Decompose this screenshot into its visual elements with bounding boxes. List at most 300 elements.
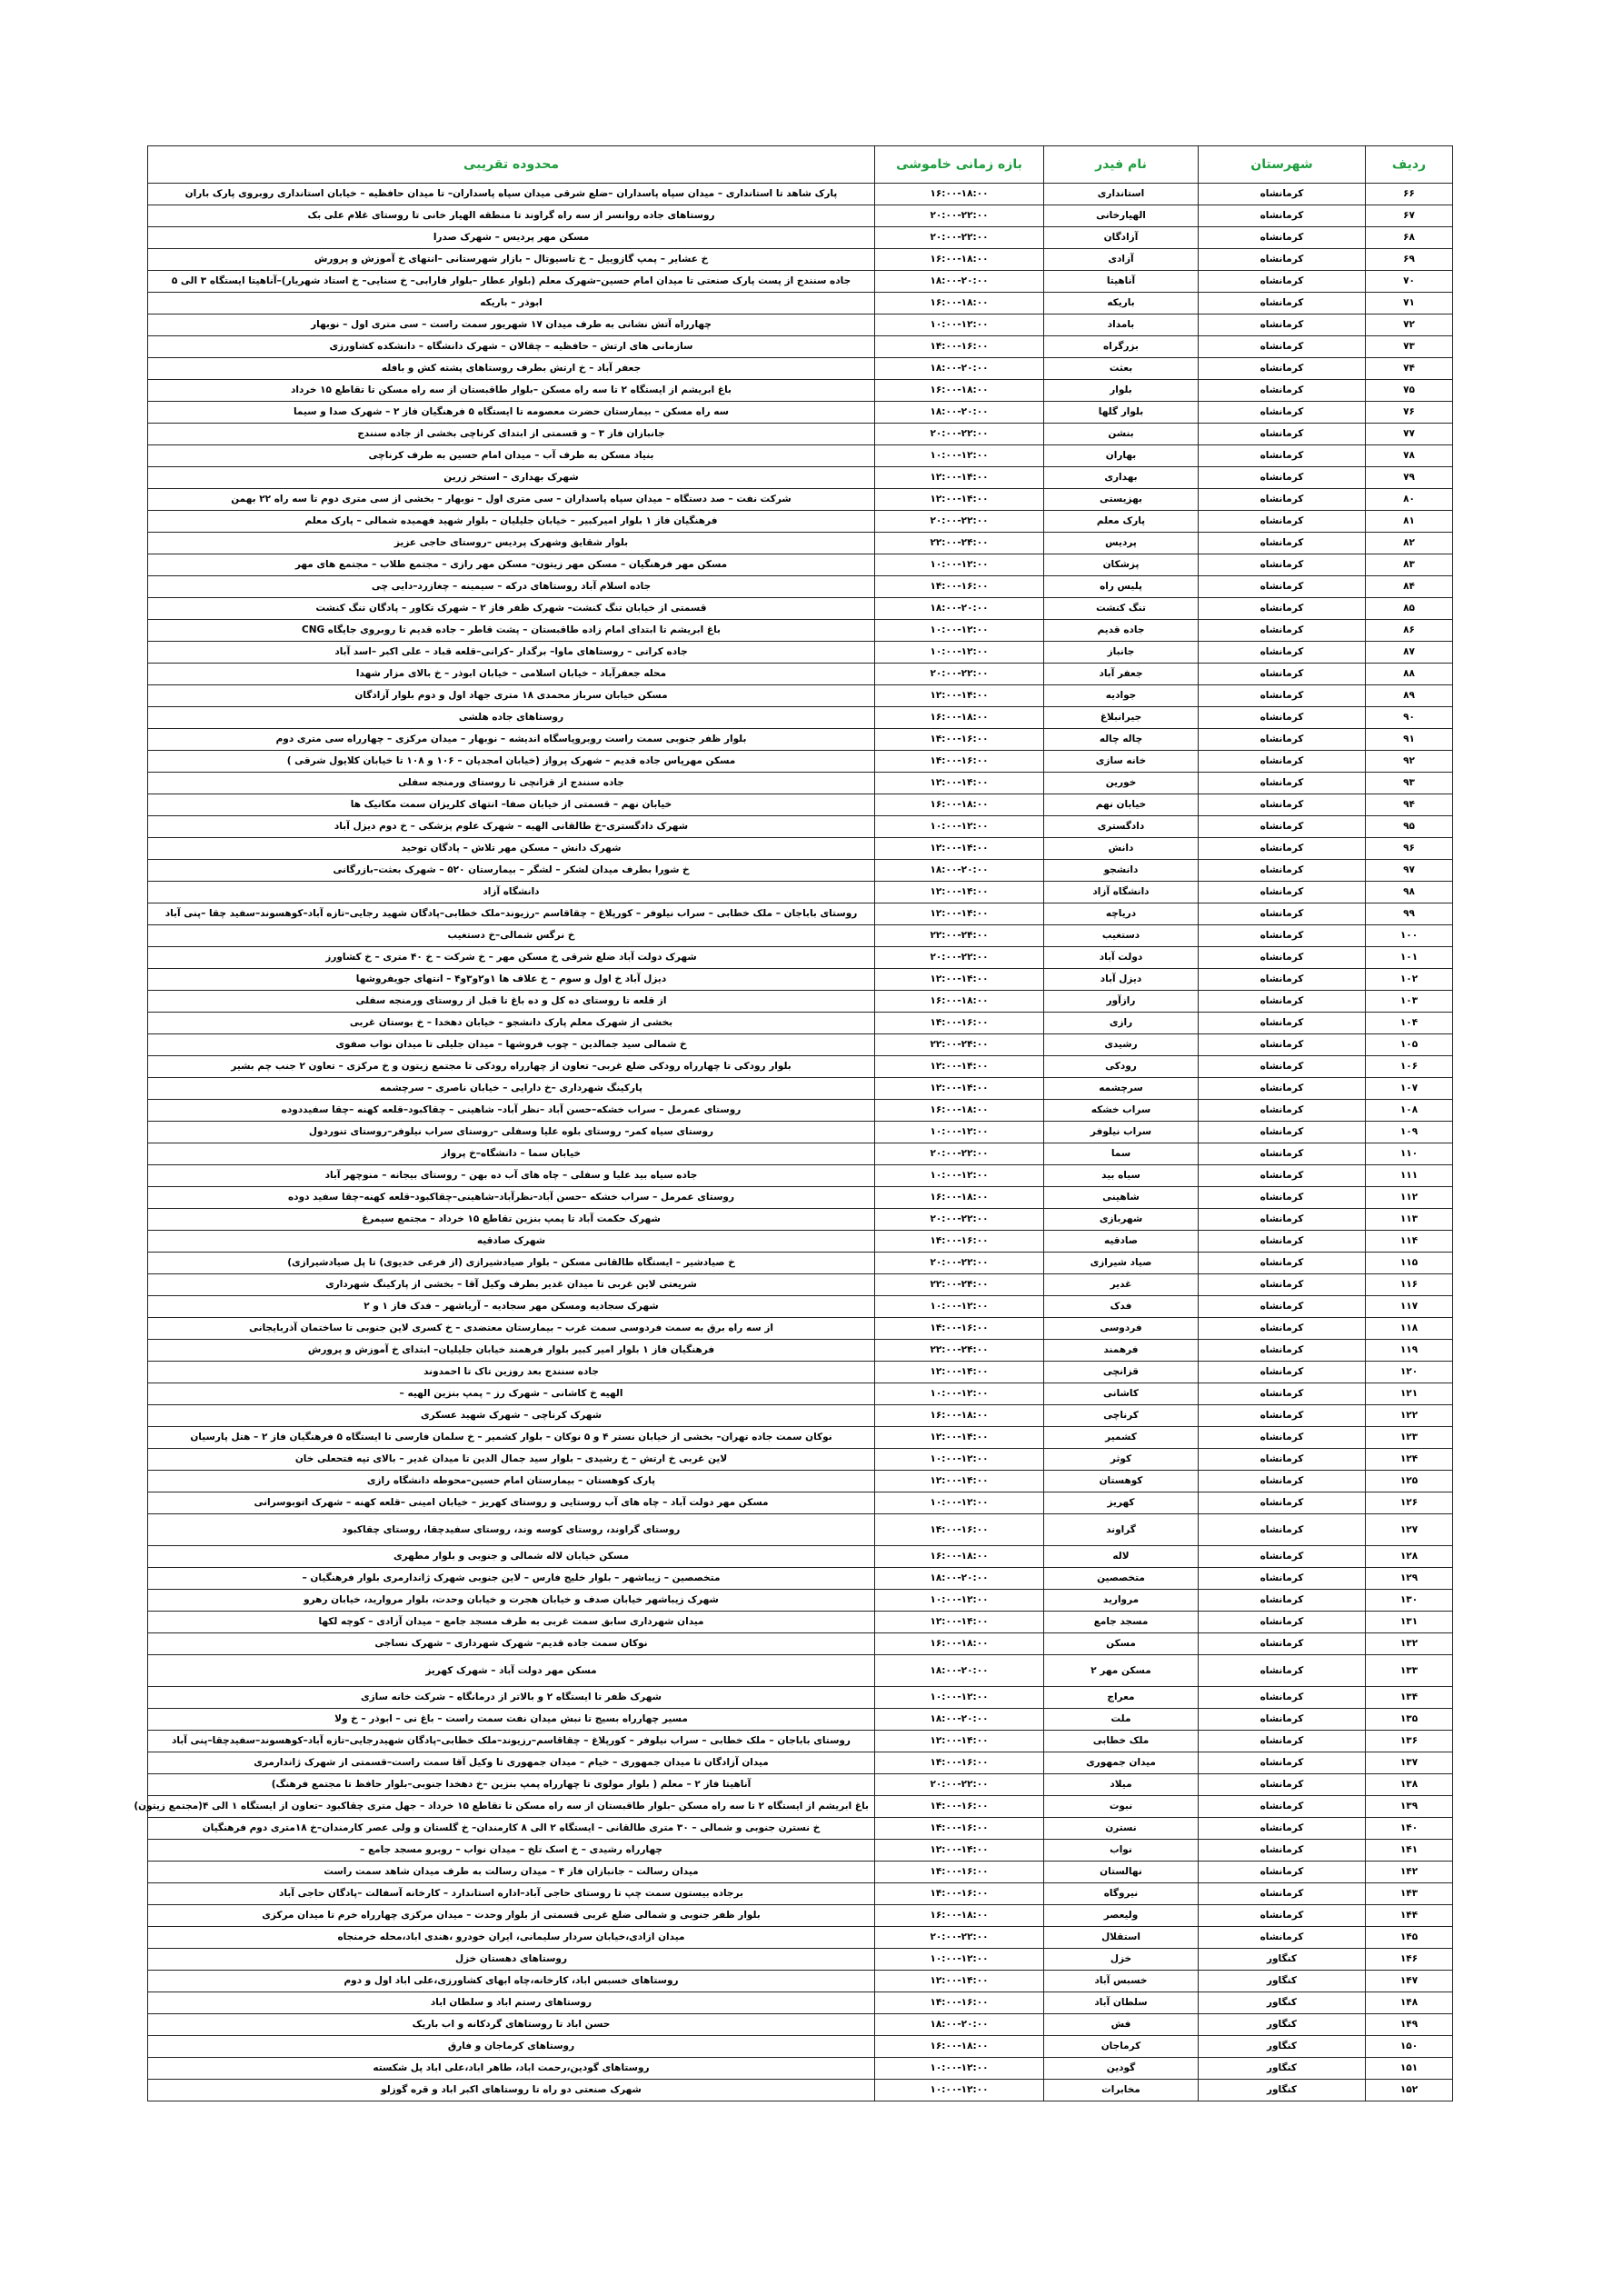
row-number-cell: ۱۱۰ [1366,1143,1453,1165]
row-number-cell: ۱۱۶ [1366,1274,1453,1296]
feeder-name-cell: فدک [1044,1296,1199,1318]
outage-time-cell: ۱۶:۰۰-۱۸:۰۰ [875,249,1044,271]
outage-time-cell: ۱۰:۰۰-۱۲:۰۰ [875,1492,1044,1514]
area-cell: برجاده بیستون سمت چپ تا روستای حاجی آباد–اداره استاندارد – کارخانه آسفالت –پادگان حاجی آباد [148,1883,875,1905]
feeder-name-cell: پارک معلم [1044,511,1199,533]
row-number-cell: ۹۹ [1366,903,1453,925]
feeder-name-cell: بزرگراه [1044,336,1199,358]
city-cell: کرمانشاه [1199,1752,1366,1774]
city-cell: کرمانشاه [1199,707,1366,729]
city-cell: کرمانشاه [1199,467,1366,489]
outage-time-cell: ۱۰:۰۰-۱۲:۰۰ [875,445,1044,467]
city-cell: کرمانشاه [1199,620,1366,642]
area-cell: قسمتی از خیابان تنگ کنشت– شهرک ظفر فاز ۲ – شهرک تکاور – پادگان تنگ کنشت [148,598,875,620]
table-row [148,1590,1453,1612]
feeder-name-cell: باریکه [1044,293,1199,314]
row-number-cell: ۱۱۷ [1366,1296,1453,1318]
outage-time-cell: ۱۸:۰۰-۲۰:۰۰ [875,402,1044,424]
outage-time-cell: ۲۰:۰۰-۲۲:۰۰ [875,511,1044,533]
city-cell: کرمانشاه [1199,1340,1366,1362]
feeder-name-cell: پردیس [1044,533,1199,554]
outage-time-cell: ۱۶:۰۰-۱۸:۰۰ [875,380,1044,402]
area-cell: از سه راه برق به سمت فردوسی سمت غرب – بیمارستان معتضدی – خ کسری لاین جنوبی تا ساختمان آذربایجانی [148,1318,875,1340]
feeder-name-cell: میدان جمهوری [1044,1752,1199,1774]
feeder-name-cell: مسکن مهر ۲ [1044,1655,1199,1687]
table-row [148,903,1453,925]
feeder-name-cell: نهالستان [1044,1862,1199,1883]
area-cell: خیابان سما – دانشگاه–خ پرواز [148,1143,875,1165]
table-row [148,1165,1453,1187]
table-row [148,729,1453,751]
city-cell: کرمانشاه [1199,380,1366,402]
city-cell: کرمانشاه [1199,1492,1366,1514]
area-cell: شهرک ظفر تا ایستگاه ۲ و بالاتر از درمانگاه – شرکت خانه سازی [148,1687,875,1709]
row-number-cell: ۷۶ [1366,402,1453,424]
row-number-cell: ۷۱ [1366,293,1453,314]
outage-time-cell: ۱۶:۰۰-۱۸:۰۰ [875,1405,1044,1427]
feeder-name-cell: بهاران [1044,445,1199,467]
table-row [148,380,1453,402]
outage-time-cell: ۱۸:۰۰-۲۰:۰۰ [875,1655,1044,1687]
row-number-cell: ۱۰۷ [1366,1078,1453,1100]
area-cell: روستای گراوند، روستای کوسه وند، روستای سفیدچقا، روستای چقاکبود [148,1514,875,1546]
area-cell: مسکن مهرپاس جاده قدیم – شهرک پرواز (خیابان امجدیان – ۱۰۶ و ۱۰۸ تا خیابان کلایول شرقی ) [148,751,875,773]
table-row [148,860,1453,882]
area-cell: باغ ابریشم تا ابتدای امام زاده طاقبستان – پشت قاطر – جاده قدیم تا روبروی جایگاه CNG [148,620,875,642]
feeder-name-cell: جوادیه [1044,685,1199,707]
table-row [148,1187,1453,1209]
feeder-name-cell: خانه سازی [1044,751,1199,773]
table-row [148,1056,1453,1078]
city-cell: کرمانشاه [1199,1883,1366,1905]
table-row [148,293,1453,314]
feeder-name-cell: بنشن [1044,424,1199,445]
table-row [148,947,1453,969]
city-cell: کرمانشاه [1199,1362,1366,1383]
outage-time-cell: ۱۸:۰۰-۲۰:۰۰ [875,2014,1044,2036]
table-row [148,1471,1453,1492]
feeder-name-cell: معراج [1044,1687,1199,1709]
outage-time-cell: ۱۲:۰۰-۱۴:۰۰ [875,1078,1044,1100]
outage-time-cell: ۱۶:۰۰-۱۸:۰۰ [875,794,1044,816]
table-row [148,1687,1453,1709]
outage-time-cell: ۱۶:۰۰-۱۸:۰۰ [875,707,1044,729]
table-row [148,511,1453,533]
outage-time-cell: ۲۰:۰۰-۲۲:۰۰ [875,947,1044,969]
table-row [148,620,1453,642]
row-number-cell: ۷۷ [1366,424,1453,445]
area-cell: جاده سیاه بید علیا و سفلی – چاه های آب ده بهن – روستای بیجانه – منوچهر آباد [148,1165,875,1187]
table-row [148,2036,1453,2058]
table-row [148,227,1453,249]
area-cell: میدان آزادگان تا میدان جمهوری – خیام – میدان جمهوری تا وکیل آقا سمت راست–قسمتی از شهرک ژاندارمری [148,1752,875,1774]
outage-time-cell: ۱۶:۰۰-۱۸:۰۰ [875,1187,1044,1209]
city-cell: کرمانشاه [1199,1905,1366,1927]
table-row [148,1731,1453,1752]
city-cell: کرمانشاه [1199,1471,1366,1492]
table-row [148,969,1453,991]
table-row [148,1514,1453,1546]
row-number-cell: ۸۰ [1366,489,1453,511]
area-cell: حسن اباد تا روستاهای گردکانه و اب باریک [148,2014,875,2036]
table-row [148,1546,1453,1568]
city-cell: کرمانشاه [1199,1612,1366,1633]
row-number-cell: ۱۴۱ [1366,1840,1453,1862]
outage-time-cell: ۲۰:۰۰-۲۲:۰۰ [875,1927,1044,1949]
outage-time-cell: ۱۲:۰۰-۱۴:۰۰ [875,1427,1044,1449]
feeder-name-cell: دادگستری [1044,816,1199,838]
feeder-name-cell: خورین [1044,773,1199,794]
row-number-cell: ۱۱۸ [1366,1318,1453,1340]
table-row [148,1774,1453,1796]
row-number-cell: ۱۴۲ [1366,1862,1453,1883]
city-cell: کرمانشاه [1199,598,1366,620]
area-cell: نوکان سمت جاده قدیم– شهرک شهرداری – شهرک نساجی [148,1633,875,1655]
feeder-name-cell: گراوند [1044,1514,1199,1546]
feeder-name-cell: بلوار گلها [1044,402,1199,424]
table-row [148,1383,1453,1405]
feeder-name-cell: فردوسی [1044,1318,1199,1340]
table-row [148,1612,1453,1633]
area-cell: بخشی از شهرک معلم پارک دانشجو – خیابان دهخدا – خ بوستان غربی [148,1013,875,1034]
outage-time-cell: ۱۴:۰۰-۱۶:۰۰ [875,1862,1044,1883]
table-row [148,1568,1453,1590]
outage-time-cell: ۱۲:۰۰-۱۴:۰۰ [875,1840,1044,1862]
table-header [148,146,1453,184]
table-row [148,2058,1453,2080]
outage-time-cell: ۱۶:۰۰-۱۸:۰۰ [875,2036,1044,2058]
area-cell: چهارراه آتش نشانی به طرف میدان ۱۷ شهریور سمت راست – سی متری اول – نوبهار [148,314,875,336]
area-cell: جاده سنندج از قزانچی تا روستای ورمنجه سفلی [148,773,875,794]
city-cell: کرمانشاه [1199,838,1366,860]
city-cell: کنگاور [1199,2014,1366,2036]
city-cell: کرمانشاه [1199,1143,1366,1165]
city-cell: کرمانشاه [1199,205,1366,227]
row-number-cell: ۷۰ [1366,271,1453,293]
table-row [148,336,1453,358]
city-cell: کنگاور [1199,2080,1366,2101]
table-row [148,249,1453,271]
area-cell: شهرک دولت آباد ضلع شرقی خ مسکن مهر – خ شرکت – خ ۴۰ متری – خ کشاورز [148,947,875,969]
feeder-name-cell: سرچشمه [1044,1078,1199,1100]
city-cell: کرمانشاه [1199,991,1366,1013]
row-number-cell: ۱۳۳ [1366,1655,1453,1687]
row-number-cell: ۸۶ [1366,620,1453,642]
table-row [148,1122,1453,1143]
table-row [148,1013,1453,1034]
row-number-cell: ۱۲۷ [1366,1514,1453,1546]
feeder-name-cell: جیرانبلاغ [1044,707,1199,729]
outage-time-cell: ۱۲:۰۰-۱۴:۰۰ [875,773,1044,794]
feeder-name-cell: کوهستان [1044,1471,1199,1492]
row-number-cell: ۱۴۸ [1366,1992,1453,2014]
outage-time-cell: ۲۲:۰۰-۲۴:۰۰ [875,1340,1044,1362]
city-cell: کرمانشاه [1199,1449,1366,1471]
outage-time-cell: ۱۶:۰۰-۱۸:۰۰ [875,184,1044,205]
city-cell: کنگاور [1199,2036,1366,2058]
row-number-cell: ۹۰ [1366,707,1453,729]
row-number-cell: ۶۶ [1366,184,1453,205]
row-number-cell: ۱۰۱ [1366,947,1453,969]
feeder-name-cell: مسجد جامع [1044,1612,1199,1633]
feeder-name-cell: بعثت [1044,358,1199,380]
area-cell: جاده کرانی – روستاهای ماوا– برگدار –کرانی–قلعه قباد – علی اکبر –اسد آباد [148,642,875,664]
feeder-name-cell: دیزل آباد [1044,969,1199,991]
table-row [148,1100,1453,1122]
outage-time-cell: ۱۰:۰۰-۱۲:۰۰ [875,1165,1044,1187]
feeder-name-cell: دانش [1044,838,1199,860]
area-cell: خ شمالی سید جمالدین – چوب فروشها – میدان جلیلی تا میدان نواب صفوی [148,1034,875,1056]
table-row [148,1971,1453,1992]
row-number-cell: ۹۳ [1366,773,1453,794]
feeder-name-cell: سراب خشکه [1044,1100,1199,1122]
area-cell: روستای باباجان – ملک خطابی – سراب نیلوفر – کورپلاغ – چقاقاسم –رزیوند–ملک خطابی–پادگان شهید رجایی–تازه آباد–کوهسوند–سفید چقا –پنی آباد [148,903,875,925]
city-cell: کرمانشاه [1199,1818,1366,1840]
table-row [148,664,1453,685]
row-number-cell: ۱۵۰ [1366,2036,1453,2058]
outage-time-cell: ۱۲:۰۰-۱۴:۰۰ [875,467,1044,489]
city-cell: کرمانشاه [1199,1590,1366,1612]
city-cell: کرمانشاه [1199,1709,1366,1731]
header-city: شهرستان [1199,146,1366,184]
outage-time-cell: ۱۶:۰۰-۱۸:۰۰ [875,1905,1044,1927]
area-cell: دانشگاه آزاد [148,882,875,903]
row-number-cell: ۱۴۳ [1366,1883,1453,1905]
row-number-cell: ۱۰۰ [1366,925,1453,947]
feeder-name-cell: خسبس آباد [1044,1971,1199,1992]
area-cell: لاین غربی خ ارتش – خ رشیدی – بلوار سید جمال الدین تا میدان غدیر – بالای تپه فتحعلی خان [148,1449,875,1471]
table-row [148,685,1453,707]
feeder-name-cell: استانداری [1044,184,1199,205]
feeder-name-cell: گودین [1044,2058,1199,2080]
city-cell: کرمانشاه [1199,1165,1366,1187]
area-cell: شهرک بهداری – استخر زرین [148,467,875,489]
area-cell: شریعتی لاین غربی تا میدان غدیر بطرف وکیل آقا – بخشی از پارکینگ شهرداری [148,1274,875,1296]
area-cell: مسکن خیابان سرباز محمدی ۱۸ متری جهاد اول و دوم بلوار آزادگان [148,685,875,707]
table-row [148,424,1453,445]
area-cell: مسکن مهر فرهنگیان – مسکن مهر زیتون– مسکن مهر رازی – مجتمع طلاب – مجتمع های مهر [148,554,875,576]
row-number-cell: ۷۵ [1366,380,1453,402]
row-number-cell: ۱۲۴ [1366,1449,1453,1471]
table-row [148,1927,1453,1949]
city-cell: کرمانشاه [1199,1013,1366,1034]
row-number-cell: ۱۵۲ [1366,2080,1453,2101]
feeder-name-cell: سما [1044,1143,1199,1165]
table-row [148,576,1453,598]
area-cell: دیزل آباد خ اول و سوم – خ علاف ها ۱و۲و۳و۴ – انتهای جویفروشها [148,969,875,991]
area-cell: شهرک حکمت آباد تا پمپ بنزین تقاطع ۱۵ خرداد – مجتمع سیمرغ [148,1209,875,1231]
outage-time-cell: ۱۶:۰۰-۱۸:۰۰ [875,991,1044,1013]
city-cell: کرمانشاه [1199,1122,1366,1143]
outage-time-cell: ۱۰:۰۰-۱۲:۰۰ [875,1687,1044,1709]
row-number-cell: ۱۰۳ [1366,991,1453,1013]
table-row [148,794,1453,816]
area-cell: باغ ابریشم از ایستگاه ۲ تا سه راه مسکن –بلوار طاقبستان از سه راه مسکن تا تقاطع ۱۵ خرداد – جهل متری چقاکبود –تعاون از ایستگاه ۱ الی ۴(مجتمع زیتون) [148,1796,875,1818]
city-cell: کرمانشاه [1199,1862,1366,1883]
area-cell: میدان رسالت – جانبازان فاز ۴ – میدان رسالت به طرف میدان شاهد سمت راست [148,1862,875,1883]
area-cell: خ شورا بطرف میدان لشکر – لشگر – بیمارستان ۵۲۰ – شهرک بعثت–بازرگانی [148,860,875,882]
outage-time-cell: ۱۸:۰۰-۲۰:۰۰ [875,1568,1044,1590]
outage-time-cell: ۲۲:۰۰-۲۴:۰۰ [875,533,1044,554]
row-number-cell: ۷۴ [1366,358,1453,380]
feeder-name-cell: آزادگان [1044,227,1199,249]
area-cell: فرهنگیان فاز ۱ بلوار امیر کبیر بلوار فرهمند خیابان جلیلیان– ابتدای خ آموزش و پرورش [148,1340,875,1362]
feeder-name-cell: دستغیب [1044,925,1199,947]
city-cell: کرمانشاه [1199,402,1366,424]
table-row [148,773,1453,794]
feeder-name-cell: شاهینی [1044,1187,1199,1209]
row-number-cell: ۸۴ [1366,576,1453,598]
feeder-name-cell: بامداد [1044,314,1199,336]
feeder-name-cell: جاده قدیم [1044,620,1199,642]
feeder-name-cell: بهداری [1044,467,1199,489]
table-row [148,184,1453,205]
row-number-cell: ۱۳۰ [1366,1590,1453,1612]
row-number-cell: ۷۹ [1366,467,1453,489]
row-number-cell: ۹۱ [1366,729,1453,751]
feeder-name-cell: کاشانی [1044,1383,1199,1405]
outage-time-cell: ۱۰:۰۰-۱۲:۰۰ [875,1383,1044,1405]
outage-time-cell: ۱۴:۰۰-۱۶:۰۰ [875,1231,1044,1253]
outage-time-cell: ۱۲:۰۰-۱۴:۰۰ [875,489,1044,511]
city-cell: کرمانشاه [1199,1568,1366,1590]
outage-time-cell: ۱۴:۰۰-۱۶:۰۰ [875,1992,1044,2014]
city-cell: کرمانشاه [1199,729,1366,751]
city-cell: کرمانشاه [1199,1231,1366,1253]
table-row [148,1296,1453,1318]
feeder-name-cell: تنگ کنشت [1044,598,1199,620]
table-row [148,1034,1453,1056]
city-cell: کرمانشاه [1199,533,1366,554]
city-cell: کرمانشاه [1199,445,1366,467]
area-cell: متخصصین – زیباشهر – بلوار خلیج فارس – لاین جنوبی شهرک ژاندارمری بلوار فرهنگیان – [148,1568,875,1590]
feeder-name-cell: غدیر [1044,1274,1199,1296]
row-number-cell: ۱۰۶ [1366,1056,1453,1078]
row-number-cell: ۱۳۹ [1366,1796,1453,1818]
outage-time-cell: ۱۲:۰۰-۱۴:۰۰ [875,969,1044,991]
city-cell: کنگاور [1199,1992,1366,2014]
table-row [148,1362,1453,1383]
outage-time-cell: ۱۸:۰۰-۲۰:۰۰ [875,1709,1044,1731]
outage-time-cell: ۲۲:۰۰-۲۴:۰۰ [875,925,1044,947]
city-cell: کرمانشاه [1199,1927,1366,1949]
outage-time-cell: ۱۴:۰۰-۱۶:۰۰ [875,1318,1044,1340]
row-number-cell: ۱۱۱ [1366,1165,1453,1187]
feeder-name-cell: میلاد [1044,1774,1199,1796]
area-cell: مسکن خیابان لاله شمالی و جنوبی و بلوار مطهری [148,1546,875,1568]
area-cell: پارکینگ شهرداری –خ دارایی – خیابان ناصری – سرچشمه [148,1078,875,1100]
row-number-cell: ۱۲۵ [1366,1471,1453,1492]
outage-time-cell: ۱۰:۰۰-۱۲:۰۰ [875,554,1044,576]
area-cell: جاده اسلام آباد روستاهای درکه – سیمینه – چغازرد–دایی چی [148,576,875,598]
row-number-cell: ۱۴۴ [1366,1905,1453,1927]
feeder-name-cell: بهزیستی [1044,489,1199,511]
area-cell: پارک شاهد تا استانداری – میدان سپاه پاسداران –ضلع شرقی میدان سپاه پاسداران– تا میدان حافظیه – خیابان استانداری روبروی پارک باران [148,184,875,205]
city-cell: کرمانشاه [1199,1209,1366,1231]
outage-time-cell: ۲۰:۰۰-۲۲:۰۰ [875,205,1044,227]
row-number-cell: ۱۴۹ [1366,2014,1453,2036]
row-number-cell: ۱۱۵ [1366,1253,1453,1274]
outage-time-cell: ۱۲:۰۰-۱۴:۰۰ [875,838,1044,860]
city-cell: کرمانشاه [1199,554,1366,576]
feeder-name-cell: خیابان نهم [1044,794,1199,816]
row-number-cell: ۱۳۱ [1366,1612,1453,1633]
area-cell: سه راه مسکن – بیمارستان حضرت معصومه تا ایستگاه ۵ فرهنگیان فاز ۲ – شهرک صدا و سیما [148,402,875,424]
table-row [148,1752,1453,1774]
table-row [148,1427,1453,1449]
outage-time-cell: ۱۰:۰۰-۱۲:۰۰ [875,1949,1044,1971]
table-row [148,445,1453,467]
area-cell: روستای عمرمل – سراب خشکه –حسن آباد–نظرآباد–شاهینی–چقاکبود–قلعه کهنه–چقا سفید دوده [148,1187,875,1209]
city-cell: کرمانشاه [1199,489,1366,511]
table-row [148,707,1453,729]
area-cell: شهرک صادقیه [148,1231,875,1253]
feeder-name-cell: آزادی [1044,249,1199,271]
feeder-name-cell: آناهیتا [1044,271,1199,293]
area-cell: مسکن مهر دولت آباد – شهرک کهریز [148,1655,875,1687]
area-cell: روستاهای جاده روانسر از سه راه گراوند تا منطقه الهیار خانی تا روستای غلام علی بک [148,205,875,227]
table-row [148,1655,1453,1687]
feeder-name-cell: نواب [1044,1840,1199,1862]
feeder-name-cell: پزشکان [1044,554,1199,576]
city-cell: کرمانشاه [1199,860,1366,882]
area-cell: روستاهای دهستان خزل [148,1949,875,1971]
table-row [148,1318,1453,1340]
area-cell: بلوار رودکی تا چهارراه رودکی ضلع غربی– تعاون از چهارراه رودکی تا مجتمع زیتون و خ مرکزی – تعاون ۲ جنب چم بشیر [148,1056,875,1078]
outage-time-cell: ۱۲:۰۰-۱۴:۰۰ [875,685,1044,707]
feeder-name-cell: متخصصین [1044,1568,1199,1590]
feeder-name-cell: جانباز [1044,642,1199,664]
row-number-cell: ۱۳۴ [1366,1687,1453,1709]
area-cell: روستای باباجان – ملک خطابی – سراب نیلوفر – کورپلاغ – چقاقاسم–رزیوند–ملک خطابی–پادگان شهیدرجایی–تازه آباد–کوهسوند–سفیدچقا–پنی آباد [148,1731,875,1752]
outage-time-cell: ۱۲:۰۰-۱۴:۰۰ [875,1612,1044,1633]
city-cell: کرمانشاه [1199,1427,1366,1449]
row-number-cell: ۱۲۱ [1366,1383,1453,1405]
area-cell: چهارراه رشیدی – خ اسک تلخ – میدان نواب – روبرو مسجد جامع – [148,1840,875,1862]
area-cell: پارک کوهستان – بیمارستان امام حسین–محوطه دانشگاه رازی [148,1471,875,1492]
row-number-cell: ۹۴ [1366,794,1453,816]
outage-time-cell: ۱۰:۰۰-۱۲:۰۰ [875,1449,1044,1471]
outage-time-cell: ۱۴:۰۰-۱۶:۰۰ [875,751,1044,773]
city-cell: کرمانشاه [1199,1100,1366,1122]
area-cell: بلوار ظفر جنوبی و شمالی ضلع غربی قسمتی از بلوار وحدت – میدان مرکزی چهارراه خرم تا میدان مرکزی [148,1905,875,1927]
row-number-cell: ۹۶ [1366,838,1453,860]
outage-time-cell: ۱۴:۰۰-۱۶:۰۰ [875,576,1044,598]
city-cell: کرمانشاه [1199,1774,1366,1796]
city-cell: کرمانشاه [1199,903,1366,925]
feeder-name-cell: رازی [1044,1013,1199,1034]
city-cell: کرمانشاه [1199,511,1366,533]
row-number-cell: ۱۲۸ [1366,1546,1453,1568]
feeder-name-cell: دانشجو [1044,860,1199,882]
feeder-name-cell: نیروگاه [1044,1883,1199,1905]
table-row [148,838,1453,860]
outage-time-cell: ۱۰:۰۰-۱۲:۰۰ [875,2058,1044,2080]
outage-time-cell: ۲۰:۰۰-۲۲:۰۰ [875,1774,1044,1796]
feeder-name-cell: صادقیه [1044,1231,1199,1253]
table-row [148,489,1453,511]
row-number-cell: ۱۰۸ [1366,1100,1453,1122]
area-cell: میدان شهرداری سابق سمت غربی به طرف مسجد جامع – میدان آزادی – کوچه لکها [148,1612,875,1633]
city-cell: کرمانشاه [1199,336,1366,358]
city-cell: کرمانشاه [1199,664,1366,685]
city-cell: کرمانشاه [1199,293,1366,314]
outage-time-cell: ۱۰:۰۰-۱۲:۰۰ [875,620,1044,642]
header-feeder: نام فیدر [1044,146,1199,184]
table-row [148,1340,1453,1362]
outage-time-cell: ۱۲:۰۰-۱۴:۰۰ [875,1971,1044,1992]
area-cell: روستاهای رستم اباد و سلطان اباد [148,1992,875,2014]
